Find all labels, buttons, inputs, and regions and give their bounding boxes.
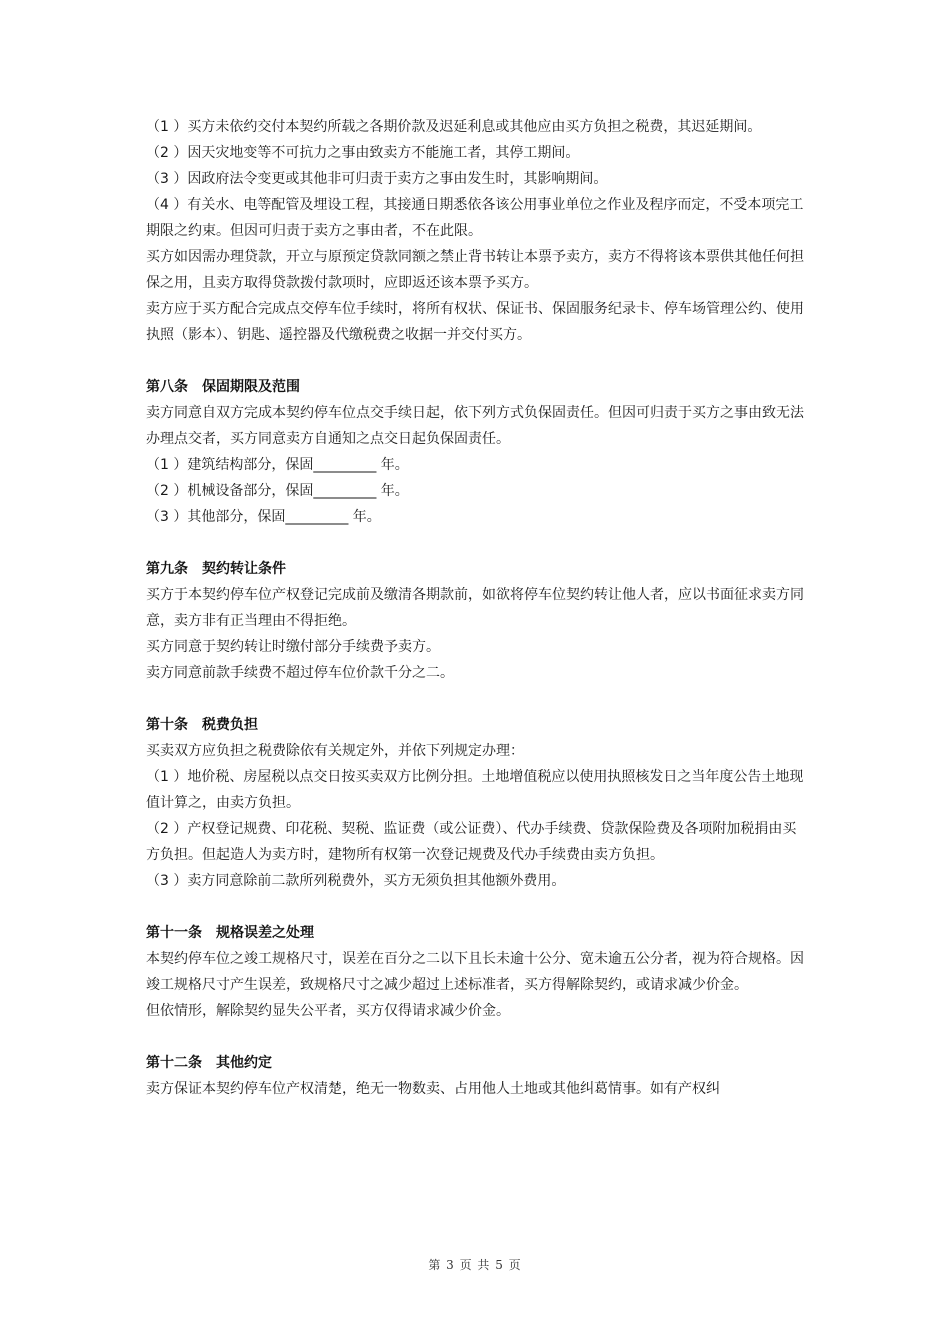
article-8-item-3: （3 ）其他部分，保固_________ 年。	[146, 509, 381, 525]
intro-item-1: （1 ）买方未依约交付本契约所载之各期价款及迟延利息或其他应由买方负担之税费，其迟延期间。	[146, 119, 762, 135]
article-9-paragraph-2: 买方同意于契约转让时缴付部分手续费予卖方。	[146, 639, 440, 655]
article-8-item-2: （2 ）机械设备部分，保固_________ 年。	[146, 483, 409, 499]
article-11	[146, 920, 806, 1024]
intro-item-3: （3 ）因政府法令变更或其他非可归责于卖方之事由发生时，其影响期间。	[146, 171, 608, 187]
article-12	[146, 1050, 806, 1102]
article-8-paragraph: 卖方同意自双方完成本契约停车位点交手续日起，依下列方式负保固责任。但因可归责于买方之事由致无法办理点交者，买方同意卖方自通知之点交日起负保固责任。	[146, 405, 804, 447]
article-8	[146, 374, 806, 530]
intro-item-2: （2 ）因天灾地变等不可抗力之事由致卖方不能施工者，其停工期间。	[146, 145, 580, 161]
intro-handover-paragraph: 卖方应于买方配合完成点交停车位手续时，将所有权状、保证书、保固服务纪录卡、停车场管理公约、使用执照（影本）、钥匙、遥控器及代缴税费之收据一并交付买方。	[146, 301, 804, 343]
document-body	[146, 114, 806, 1102]
page-number-footer: 第 3 页 共 5 页	[428, 1258, 522, 1272]
article-9	[146, 556, 806, 686]
article-10-title: 第十条 税费负担	[146, 717, 258, 733]
article-10-item-2: （2 ）产权登记规费、印花税、契税、监证费（或公证费）、代办手续费、贷款保险费及各项附加税捐由买方负担。但起造人为卖方时，建物所有权第一次登记规费及代办手续费由卖方负担。	[146, 821, 797, 863]
article-12-title: 第十二条 其他约定	[146, 1055, 272, 1071]
article-9-title: 第九条 契约转让条件	[146, 561, 286, 577]
article-9-paragraph-1: 买方于本契约停车位产权登记完成前及缴清各期款前，如欲将停车位契约转让他人者，应以书面征求卖方同意，卖方非有正当理由不得拒绝。	[146, 587, 804, 629]
article-9-paragraph-3: 卖方同意前款手续费不超过停车位价款千分之二。	[146, 665, 454, 681]
article-10-item-3: （3 ）卖方同意除前二款所列税费外，买方无须负担其他额外费用。	[146, 873, 566, 889]
article-10-paragraph: 买卖双方应负担之税费除依有关规定外，并依下列规定办理：	[146, 743, 524, 759]
intro-loan-paragraph: 买方如因需办理贷款，开立与原预定贷款同额之禁止背书转让本票予卖方，卖方不得将该本票供其他任何担保之用，且卖方取得贷款拨付款项时，应即返还该本票予买方。	[146, 249, 804, 291]
article-8-title: 第八条 保固期限及范围	[146, 379, 300, 395]
article-10-item-1: （1 ）地价税、房屋税以点交日按买卖双方比例分担。土地增值税应以使用执照核发日之当年度公告土地现值计算之，由卖方负担。	[146, 769, 804, 811]
intro-item-4: （4 ）有关水、电等配管及埋设工程，其接通日期悉依各该公用事业单位之作业及程序而定，不受本项完工期限之约束。但因可归责于卖方之事由者，不在此限。	[146, 197, 804, 239]
article-11-paragraph-1: 本契约停车位之竣工规格尺寸，误差在百分之二以下且长未逾十公分、宽未逾五公分者，视为符合规格。因竣工规格尺寸产生误差，致规格尺寸之减少超过上述标准者，买方得解除契约，或请求减少价金。	[146, 951, 804, 993]
article-11-paragraph-2: 但依情形，解除契约显失公平者，买方仅得请求减少价金。	[146, 1003, 510, 1019]
article-12-paragraph-1: 卖方保证本契约停车位产权清楚，绝无一物数卖、占用他人土地或其他纠葛情事。如有产权纠	[146, 1081, 720, 1097]
article-11-title: 第十一条 规格误差之处理	[146, 925, 314, 941]
article-10	[146, 712, 806, 894]
article-8-item-1: （1 ）建筑结构部分，保固_________ 年。	[146, 457, 409, 473]
